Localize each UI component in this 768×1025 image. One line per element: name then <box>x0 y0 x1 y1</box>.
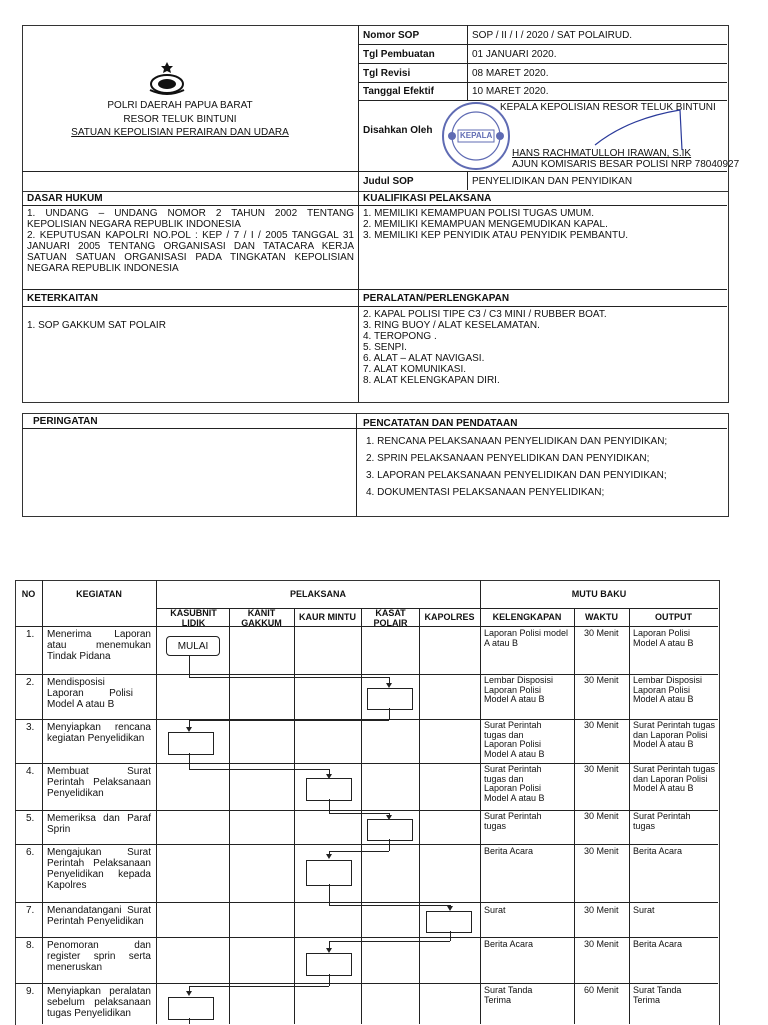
flow-connector <box>189 1018 190 1024</box>
col-pelaksana-header: PELAKSANA <box>289 589 346 599</box>
row-output: Surat <box>633 905 655 915</box>
kualifikasi-item: 2. MEMILIKI KEMAMPUAN MENGEMUDIKAN KAPAL. <box>363 219 608 230</box>
peralatan-item: 2. KAPAL POLISI TIPE C3 / C3 MINI / RUBBER BOAT. <box>363 309 607 320</box>
row-no: 6. <box>26 847 35 858</box>
org-line2: RESOR TELUK BINTUNI <box>123 114 237 125</box>
row-no: 4. <box>26 766 35 777</box>
row-no: 7. <box>26 905 35 916</box>
peralatan-item: 3. RING BUOY / ALAT KESELAMATAN. <box>363 320 540 331</box>
row-waktu: 30 Menit <box>584 764 619 774</box>
dasar-hukum-item: 1. UNDANG – UNDANG NOMOR 2 TAHUN 2002 TENTANG KEPOLISIAN NEGARA REPUBLIK INDONESIA <box>27 208 354 230</box>
flow-connector <box>189 769 329 770</box>
flow-start-label: MULAI <box>177 641 209 652</box>
row-waktu: 30 Menit <box>584 811 619 821</box>
row-kegiatan: Membuat Surat Perintah Pelaksanaan Penyelidikan <box>47 766 151 799</box>
flow-connector <box>329 884 330 905</box>
row-no: 5. <box>26 813 35 824</box>
flow-process-box <box>306 860 352 886</box>
row-kegiatan: Memeriksa dan Paraf Sprin <box>47 813 151 835</box>
flow-connector <box>189 655 190 677</box>
signature <box>590 105 700 155</box>
row-kelengkapan: Surat Tanda Terima <box>484 985 533 1005</box>
pencatatan-item: 4. DOKUMENTASI PELAKSANAAN PENYELIDIKAN; <box>366 487 605 498</box>
kualifikasi-title: KUALIFIKASI PELAKSANA <box>363 193 492 204</box>
row-kegiatan: Mendisposisi Laporan Polisi Model A atau B <box>47 677 133 710</box>
row-waktu: 30 Menit <box>584 675 619 685</box>
col-kegiatan-header: KEGIATAN <box>76 589 122 599</box>
peralatan-title: PERALATAN/PERLENGKAPAN <box>363 293 510 304</box>
judul-value: PENYELIDIKAN DAN PENYIDIKAN <box>472 176 633 187</box>
row-no: 9. <box>26 986 35 997</box>
row-kegiatan: Menerima Laporan atau menemukan Tindak Pidana <box>47 629 151 662</box>
flow-connector <box>329 813 389 814</box>
flow-connector <box>329 941 450 942</box>
row-output: Lembar Disposisi Laporan Polisi Model A atau B <box>633 675 703 704</box>
row-waktu: 30 Menit <box>584 720 619 730</box>
flow-connector <box>189 986 329 987</box>
kualifikasi-item: 1. MEMILIKI KEMAMPUAN POLISI TUGAS UMUM. <box>363 208 594 219</box>
flow-process-box <box>426 911 472 933</box>
dasar-hukum-item: 2. KEPUTUSAN KAPOLRI NO.POL : KEP / 7 / I / 2005 TANGGAL 31 JANUARI 2005 TENTANG ORGANISASI DAN TATACARA KERJA SATUAN SATUAN ORGANISASI PADA TINGKATAN KEPOLISIAN NEGARA REPUBLIK INDONESIA <box>27 230 354 274</box>
keterkaitan-item: 1. SOP GAKKUM SAT POLAIR <box>27 320 166 331</box>
row-kelengkapan: Laporan Polisi model A atau B <box>484 628 569 648</box>
kualifikasi-item: 3. MEMILIKI KEP PENYIDIK ATAU PENYIDIK PEMBANTU. <box>363 230 629 241</box>
peralatan-list <box>363 309 723 386</box>
dasar-hukum-title: DASAR HUKUM <box>27 193 103 204</box>
mutu-waktu: WAKTU <box>585 612 618 622</box>
tgl-pembuatan-label: Tgl Pembuatan <box>363 49 435 60</box>
flow-connector <box>329 905 450 906</box>
row-no: 8. <box>26 940 35 951</box>
row-kelengkapan: Surat Perintah tugas dan Laporan Polisi Model A atau B <box>484 720 545 759</box>
row-output: Berita Acara <box>633 939 683 949</box>
stamp-text: KEPALA <box>460 131 493 140</box>
row-kegiatan: Mengajukan Surat Perintah Pelaksanaan Penyelidikan kepada Kapolres <box>47 847 151 891</box>
pencatatan-item: 2. SPRIN PELAKSANAAN PENYELIDIKAN DAN PENYIDIKAN; <box>366 453 650 464</box>
row-output: Surat Perintah tugas dan Laporan Polisi Model A atau B <box>633 764 716 793</box>
flow-process-box <box>306 953 352 976</box>
pencatatan-item: 1. RENCANA PELAKSANAAN PENYELIDIKAN DAN PENYIDIKAN; <box>366 436 668 447</box>
row-output: Laporan Polisi Model A atau B <box>633 628 694 648</box>
flow-connector <box>389 839 390 851</box>
actor-kasubnit: KASUBNIT LIDIK <box>170 608 217 628</box>
tgl-revisi-value: 08 MARET 2020. <box>472 68 549 79</box>
row-no: 1. <box>26 629 35 640</box>
flow-process-box <box>367 688 413 710</box>
flow-connector <box>329 851 389 852</box>
peralatan-item: 8. ALAT KELENGKAPAN DIRI. <box>363 375 500 386</box>
actor-kapolres: KAPOLRES <box>424 612 475 622</box>
flow-process-box <box>168 997 214 1020</box>
row-output: Berita Acara <box>633 846 683 856</box>
judul-label: Judul SOP <box>363 176 414 187</box>
row-kegiatan: Penomoran dan register sprin serta meneruskan <box>47 940 151 973</box>
flow-process-box <box>306 778 352 801</box>
tgl-revisi-label: Tgl Revisi <box>363 68 411 79</box>
pencatatan-title: PENCATATAN DAN PENDATAAN <box>363 418 518 429</box>
mutu-output: OUTPUT <box>655 612 692 622</box>
flow-connector <box>450 931 451 941</box>
flow-arrow <box>186 991 192 996</box>
flow-connector <box>329 799 330 813</box>
flow-connector <box>189 677 389 678</box>
col-mutu-header: MUTU BAKU <box>571 589 627 599</box>
row-waktu: 60 Menit <box>584 985 619 995</box>
flow-process-box <box>168 732 214 755</box>
disahkan-name: HANS RACHMATULLOH IRAWAN, S.IK <box>512 148 692 159</box>
polri-logo <box>146 60 188 96</box>
org-line3: SATUAN KEPOLISIAN PERAIRAN DAN UDARA <box>71 127 289 138</box>
flow-start-terminal <box>166 636 220 656</box>
actor-kanit: KANIT GAKKUM <box>241 608 282 628</box>
row-kelengkapan: Surat Perintah tugas <box>484 811 542 831</box>
tgl-efektif-value: 10 MARET 2020. <box>472 86 549 97</box>
row-kelengkapan: Berita Acara <box>484 846 534 856</box>
tgl-efektif-label: Tanggal Efektif <box>363 86 434 97</box>
row-waktu: 30 Menit <box>584 628 619 638</box>
actor-kasat: KASAT POLAIR <box>373 608 408 628</box>
row-kegiatan: Menyiapkan peralatan sebelum pelaksanaan tugas Penyelidikan <box>47 986 151 1019</box>
pencatatan-item: 3. LAPORAN PELAKSANAAN PENYELIDIKAN DAN PENYIDIKAN; <box>366 470 667 481</box>
flow-connector <box>189 720 389 721</box>
nomor-sop-value: SOP / II / I / 2020 / SAT POLAIRUD. <box>472 30 633 41</box>
row-kelengkapan: Lembar Disposisi Laporan Polisi Model A atau B <box>484 675 554 704</box>
flow-connector <box>189 753 190 769</box>
row-output: Surat Perintah tugas dan Laporan Polisi Model A atau B <box>633 720 716 749</box>
row-waktu: 30 Menit <box>584 846 619 856</box>
peralatan-item: 6. ALAT – ALAT NAVIGASI. <box>363 353 485 364</box>
row-kelengkapan: Surat Perintah tugas dan Laporan Polisi Model A atau B <box>484 764 545 803</box>
peralatan-item: 7. ALAT KOMUNIKASI. <box>363 364 466 375</box>
row-waktu: 30 Menit <box>584 905 619 915</box>
official-stamp <box>440 100 512 172</box>
col-no-header: NO <box>21 589 36 599</box>
nomor-sop-label: Nomor SOP <box>363 30 420 41</box>
row-kelengkapan: Berita Acara <box>484 939 534 949</box>
flow-connector <box>329 974 330 986</box>
row-kegiatan: Menyiapkan rencana kegiatan Penyelidikan <box>47 722 151 744</box>
row-output: Surat Perintah tugas <box>633 811 691 831</box>
disahkan-label: Disahkan Oleh <box>363 125 433 136</box>
row-waktu: 30 Menit <box>584 939 619 949</box>
row-no: 3. <box>26 722 35 733</box>
peralatan-item: 5. SENPI. <box>363 342 407 353</box>
actor-kaur: KAUR MINTU <box>299 612 356 622</box>
row-no: 2. <box>26 677 35 688</box>
row-output: Surat Tanda Terima <box>633 985 682 1005</box>
peringatan-title: PERINGATAN <box>33 416 98 427</box>
peralatan-item: 4. TEROPONG . <box>363 331 437 342</box>
disahkan-line1: KEPALA KEPOLISIAN RESOR TELUK BINTUNI <box>500 102 716 113</box>
disahkan-rank: AJUN KOMISARIS BESAR POLISI NRP 78040927 <box>512 159 740 170</box>
tgl-pembuatan-value: 01 JANUARI 2020. <box>472 49 557 60</box>
flow-process-box <box>367 819 413 841</box>
flow-arrow <box>326 854 332 859</box>
row-kelengkapan: Surat <box>484 905 506 915</box>
mutu-kelengkapan: KELENGKAPAN <box>492 612 562 622</box>
dasar-hukum-list <box>27 208 354 274</box>
kualifikasi-list <box>363 208 723 241</box>
flow-connector <box>389 708 390 720</box>
row-kegiatan: Menandatangani Surat Perintah Penyelidikan <box>47 905 151 927</box>
keterkaitan-title: KETERKAITAN <box>27 293 98 304</box>
org-line1: POLRI DAERAH PAPUA BARAT <box>107 100 253 111</box>
